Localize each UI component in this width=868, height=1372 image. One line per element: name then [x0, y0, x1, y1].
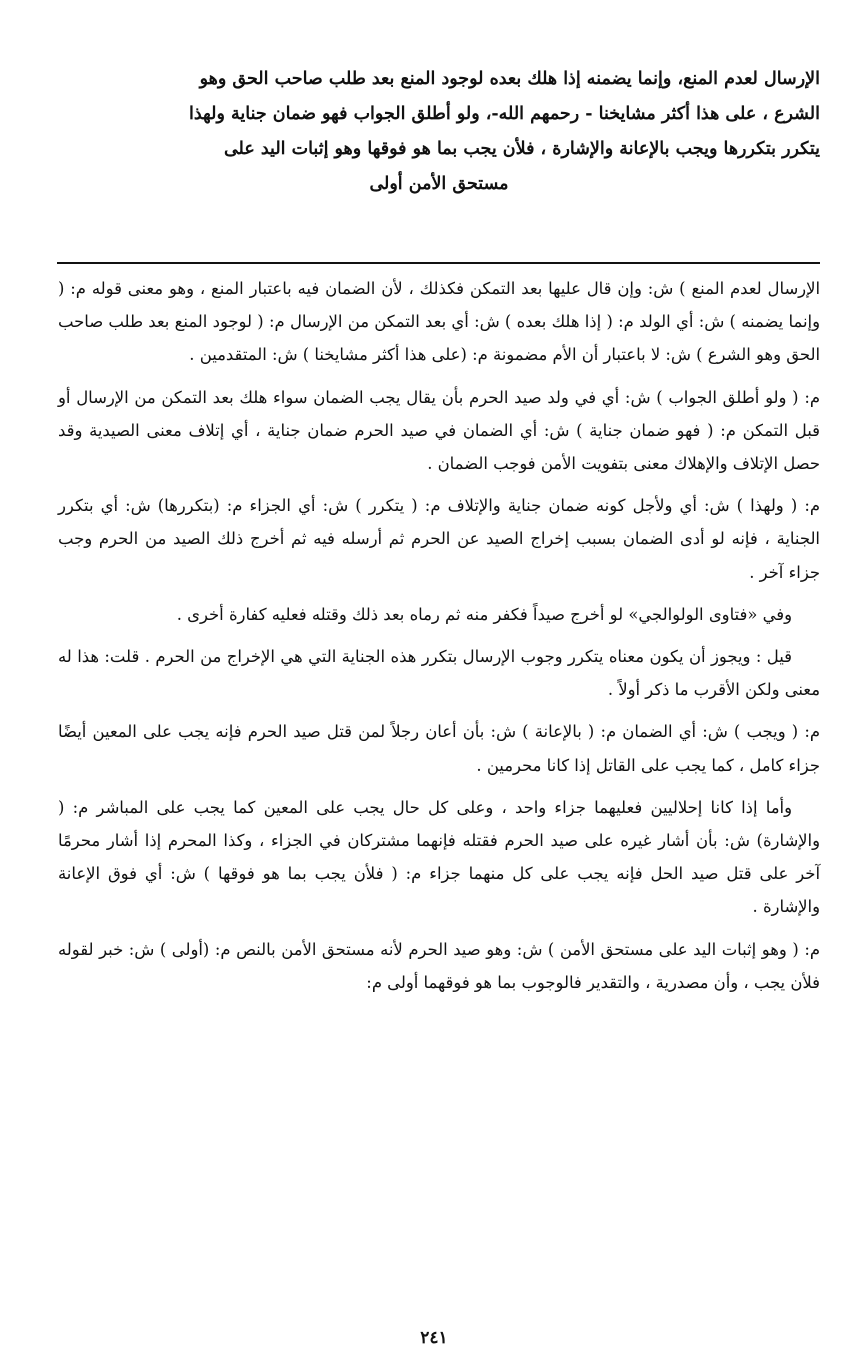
matn-line: الشرع ، على هذا أكثر مشايخنا - رحمهم الله-، ولو أطلق الجواب فهو ضمان جناية ولهذا [189, 104, 820, 124]
matn-line: يتكرر بتكررها ويجب بالإعانة والإشارة ، فلأن يجب بما هو فوقها وهو إثبات اليد على [223, 139, 820, 159]
commentary-paragraph: قيل : ويجوز أن يكون معناه يتكرر وجوب الإرسال بتكرر هذه الجناية التي هي الإخراج من الحرم . قلت: هذا له معنى ولكن الأقرب ما ذكر أولاً . [58, 647, 820, 700]
commentary-paragraph: الإرسال لعدم المنع ) ش: وإن قال عليها بعد التمكن فكذلك ، لأن الضمان فيه باعتبار المنع ، وهو معنى قوله م: ( وإنما يضمنه ) ش: أي الولد م: ( إذا هلك بعده ) ش: أي بعد التمكن من الإرسال م: ( لوجود المنع بعد طلب صاحب الحق وهو الشرع ) ش: لا باعتبار أن الأم مضمونة م: (على هذا أكثر مشايخنا ) ش: المتقدمين . [58, 279, 820, 365]
page-number: ٢٤١ [420, 1328, 448, 1348]
commentary-block [58, 272, 820, 1008]
matn-line: الإرسال لعدم المنع، وإنما يضمنه إذا هلك بعده لوجود المنع بعد طلب صاحب الحق وهو [199, 69, 820, 89]
commentary-paragraph: م: ( ويجب ) ش: أي الضمان م: ( بالإعانة ) ش: بأن أعان رجلاً لمن قتل صيد الحرم فإنه يجب على المعين أيضًا جزاء كامل ، كما يجب على القاتل إذا كانا محرمين . [58, 722, 820, 775]
commentary-paragraph: وفي «فتاوى الولوالجي» لو أخرج صيداً فكفر منه ثم رماه بعد ذلك وقتله فعليه كفارة أخرى . [176, 604, 792, 624]
commentary-paragraph: م: ( ولهذا ) ش: أي ولأجل كونه ضمان جناية والإتلاف م: ( يتكرر ) ش: أي الجزاء م: (بتكررها) ش: أي بتكرر الجناية ، فإنه لو أدى الضمان بسبب إخراج الصيد عن الحرم ثم أرسله فيه ثم أخرج ذلك الصيد من الحرم وجب جزاء آخر . [58, 496, 820, 582]
matn-text-block [58, 62, 820, 202]
matn-line: مستحق الأمن أولى [369, 174, 509, 194]
commentary-paragraph: م: ( ولو أطلق الجواب ) ش: أي في ولد صيد الحرم بأن يقال يجب الضمان سواء هلك بعد التمكن من الإرسال أو قبل التمكن م: ( فهو ضمان جناية ) ش: أي الضمان في صيد الحرم ضمان جناية ، أي إتلاف معنى الصيدية وقد حصل الإتلاف والإهلاك معنى بتفويت الأمن فوجب الضمان . [58, 387, 820, 474]
commentary-paragraph: م: ( وهو إثبات اليد على مستحق الأمن ) ش: وهو صيد الحرم لأنه مستحق الأمن بالنص م: (أولى ) ش: خبر لقوله فلأن يجب ، وأن مصدرية ، والتقدير فالوجوب بما هو فوقهما أولى م: [58, 939, 820, 992]
commentary-paragraph: وأما إذا كانا إحلاليين فعليهما جزاء واحد ، وعلى كل حال يجب على المعين كما يجب على المباشر م: ( والإشارة) ش: بأن أشار غيره على صيد الحرم فقتله فإنهما مشتركان في الجزاء ، وكذا المحرم إذا أشار محرمًا آخر على قتل صيد الحل فإنه يجب على كل منهما جزاء م: ( فلأن يجب بما هو فوقها ) ش: أي فوق الإعانة والإشارة . [58, 797, 820, 917]
separator-line [57, 262, 820, 264]
